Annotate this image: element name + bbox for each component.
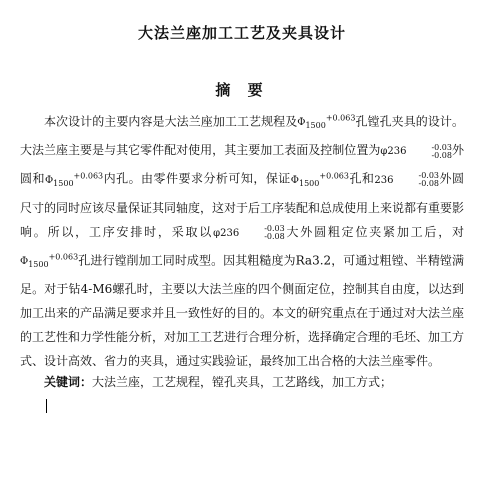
abstract-text: 内孔。由零件要求分析可知，保证 <box>103 171 291 186</box>
outer-dimension: 236 -0.03 -0.08 <box>374 171 440 189</box>
keywords-label: 关键词： <box>44 375 93 389</box>
text-cursor[interactable] <box>46 399 47 413</box>
hole-dimension: $\Phi_{1500}^{+0.063}$ <box>297 114 356 131</box>
abstract-text: 孔进行镗削加工同时成型。因其粗糙度为Ra3.2，可通过粗镗、半精镗满足。对于钻4-M6螺孔时，主要以大法兰座的四个侧面定位，控制其自由度，以达到加工出来的产品满足要求并且一致性好的目的。本文的研究重点在于通过对大法兰座的工艺性和力学性能分析，对加工工艺进行合理分析，选择确定合理的毛坯、加工方式、设计高效、省力的夹具，通过实践验证，最终加工出合格的大法兰座零件。 <box>20 252 465 368</box>
hole-dimension: $\Phi_{1500}^{+0.063}$ <box>20 252 79 269</box>
outer-dimension: φ236 -0.03 -0.08 <box>380 142 452 160</box>
abstract-paragraph <box>20 107 464 373</box>
outer-dimension: φ236 -0.03 -0.08 <box>213 224 285 242</box>
abstract-heading: 摘 要 <box>215 81 269 99</box>
abstract-text: 孔镗孔夹具的设计。大法兰座主要是与其它零件配对使用，其主要加工表面及控制位置为 <box>20 114 464 158</box>
keywords-line <box>20 372 464 392</box>
abstract-text: 孔和 <box>348 171 375 186</box>
keywords-text: 大法兰座，工艺规程，镗孔夹具，工艺路线，加工方式； <box>92 375 393 389</box>
abstract-text: 外圆和 <box>20 143 464 186</box>
abstract-text: 本次设计的主要内容是大法兰座加工工艺规程及 <box>44 114 298 129</box>
hole-dimension: $\Phi_{1500}^{+0.063}$ <box>290 171 349 188</box>
document-title: 大法兰座加工工艺及夹具设计 <box>137 24 346 42</box>
abstract-text: 外圆尺寸的同时应该尽量保证其同轴度，这对于后工序装配和总成使用上来说都有重要影响。所以，工序安排时，采取以 <box>20 171 465 239</box>
abstract-text: 大外圆粗定位夹紧加工后，对 <box>284 224 464 239</box>
hole-dimension: $\Phi_{1500}^{+0.063}$ <box>44 171 104 188</box>
